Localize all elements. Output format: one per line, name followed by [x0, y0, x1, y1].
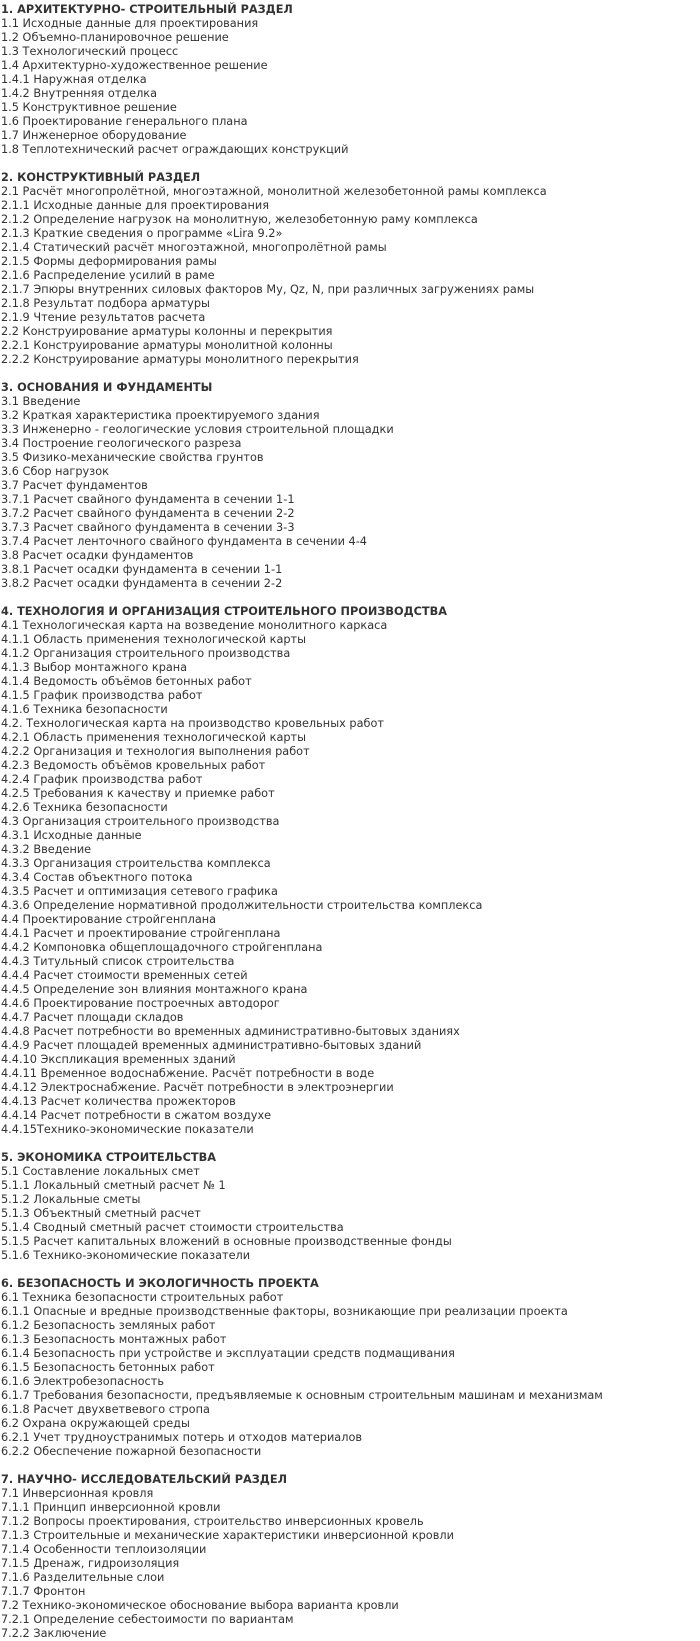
toc-section	[1, 1277, 700, 1459]
toc-entry: 5.1.3 Объектный сметный расчет	[1, 1207, 201, 1220]
toc-entry: 6.2.2 Обеспечение пожарной безопасности	[1, 1445, 262, 1458]
toc-entry: 2.1 Расчёт многопролётной, многоэтажной, монолитной железобетонной рамы комплекса	[1, 185, 547, 198]
toc-entry: 2.2.2 Конструирование арматуры монолитного перекрытия	[1, 353, 359, 366]
toc-entry: 4.1.3 Выбор монтажного крана	[1, 661, 188, 674]
toc-entry: 4.4.8 Расчет потребности во временных административно-бытовых зданиях	[1, 1025, 460, 1038]
toc-entry: 1.2 Объемно-планировочное решение	[1, 31, 229, 44]
toc-entry: 1.5 Конструктивное решение	[1, 101, 177, 114]
toc-section	[1, 1151, 700, 1263]
toc-entry: 7.2.2 Заключение	[1, 1627, 107, 1640]
toc-entry: 4.2.4 График производства работ	[1, 773, 203, 786]
toc-entry: 6.1 Техника безопасности строительных работ	[1, 1291, 284, 1304]
toc-entry: 3.8.1 Расчет осадки фундамента в сечении 1-1	[1, 563, 283, 576]
toc-entry: 4.4.13 Расчет количества прожекторов	[1, 1095, 236, 1108]
toc-entry: 4.4.4 Расчет стоимости временных сетей	[1, 969, 248, 982]
toc-entry: 6.1.8 Расчет двухветвевого стропа	[1, 1403, 210, 1416]
toc-section	[1, 381, 700, 591]
section-heading: 3. ОСНОВАНИЯ И ФУНДАМЕНТЫ	[1, 381, 213, 394]
toc-entry: 3.7.4 Расчет ленточного свайного фундамента в сечении 4-4	[1, 535, 367, 548]
toc-entry: 4.1.1 Область применения технологической карты	[1, 633, 307, 646]
toc-entry: 6.1.6 Электробезопасность	[1, 1375, 164, 1388]
toc-entry: 4.1.6 Техника безопасности	[1, 703, 168, 716]
section-heading: 5. ЭКОНОМИКА СТРОИТЕЛЬСТВА	[1, 1151, 216, 1164]
toc-entry: 2.1.2 Определение нагрузок на монолитную, железобетонную раму комплекса	[1, 213, 478, 226]
toc-entry: 7.2 Технико-экономическое обоснование выбора варианта кровли	[1, 1599, 399, 1612]
toc-entry: 4.2.6 Техника безопасности	[1, 801, 168, 814]
toc-entry: 2.1.8 Результат подбора арматуры	[1, 297, 210, 310]
toc-entry: 2.1.4 Статический расчёт многоэтажной, многопролётной рамы	[1, 241, 387, 254]
toc-entry: 3.5 Физико-механические свойства грунтов	[1, 451, 264, 464]
toc-entry: 1.3 Технологический процесс	[1, 45, 179, 58]
toc-entry: 6.1.1 Опасные и вредные производственные факторы, возникающие при реализации проекта	[1, 1305, 568, 1318]
toc-entry: 4.4.12 Электроснабжение. Расчёт потребности в электроэнергии	[1, 1081, 394, 1094]
toc-entry: 6.1.4 Безопасность при устройстве и эксплуатации средств подмащивания	[1, 1347, 455, 1360]
toc-entry: 6.2.1 Учет трудноустранимых потерь и отходов материалов	[1, 1431, 363, 1444]
toc-entry: 3.4 Построение геологического разреза	[1, 437, 242, 450]
toc-entry: 2.1.6 Распределение усилий в раме	[1, 269, 215, 282]
toc-entry: 6.2 Охрана окружающей среды	[1, 1417, 190, 1430]
toc-entry: 4.1.4 Ведомость объёмов бетонных работ	[1, 675, 252, 688]
toc-entry: 4.3.3 Организация строительства комплекса	[1, 857, 271, 870]
toc-entry: 3.8.2 Расчет осадки фундамента в сечении 2-2	[1, 577, 283, 590]
toc-entry: 4.4.9 Расчет площадей временных административно-бытовых зданий	[1, 1039, 422, 1052]
toc-entry: 4.4 Проектирование стройгенплана	[1, 913, 217, 926]
toc-entry: 7.1.5 Дренаж, гидроизоляция	[1, 1557, 180, 1570]
toc-entry: 4.4.7 Расчет площади складов	[1, 1011, 184, 1024]
section-heading: 2. КОНСТРУКТИВНЫЙ РАЗДЕЛ	[1, 171, 201, 184]
toc-entry: 4.4.6 Проектирование построечных автодорог	[1, 997, 280, 1010]
toc-entry: 2.2.1 Конструирование арматуры монолитной колонны	[1, 339, 333, 352]
toc-entry: 6.1.7 Требования безопасности, предъявляемые к основным строительным машинам и механизмам	[1, 1389, 603, 1402]
toc-entry: 1.4 Архитектурно-художественное решение	[1, 59, 268, 72]
toc-entry: 1.8 Теплотехнический расчет ограждающих конструкций	[1, 143, 349, 156]
toc-entry: 2.1.7 Эпюры внутренних силовых факторов My, Qz, N, при различных загружениях рамы	[1, 283, 535, 296]
toc-entry: 3.7.2 Расчет свайного фундамента в сечении 2-2	[1, 507, 295, 520]
toc-entry: 2.1.3 Краткие сведения о программе «Lira 9.2»	[1, 227, 283, 240]
toc-entry: 4.1.5 График производства работ	[1, 689, 203, 702]
toc-entry: 4.2.1 Область применения технологической карты	[1, 731, 307, 744]
toc-entry: 7.2.1 Определение себестоимости по вариантам	[1, 1613, 294, 1626]
toc-section	[1, 605, 700, 1137]
toc-entry: 4.2. Технологическая карта на производство кровельных работ	[1, 717, 384, 730]
toc-entry: 5.1.6 Технико-экономические показатели	[1, 1249, 251, 1262]
toc-entry: 3.7.1 Расчет свайного фундамента в сечении 1-1	[1, 493, 295, 506]
toc-entry: 1.4.1 Наружная отделка	[1, 73, 147, 86]
section-heading: 6. БЕЗОПАСНОСТЬ И ЭКОЛОГИЧНОСТЬ ПРОЕКТА	[1, 1277, 319, 1290]
toc-entry: 3.8 Расчет осадки фундаментов	[1, 549, 194, 562]
toc-entry: 4.4.15Технико-экономические показатели	[1, 1123, 254, 1136]
toc-entry: 3.6 Сбор нагрузок	[1, 465, 109, 478]
toc-entry: 4.3.1 Исходные данные	[1, 829, 142, 842]
toc-entry: 7.1.1 Принцип инверсионной кровли	[1, 1501, 221, 1514]
toc-entry: 1.7 Инженерное оборудование	[1, 129, 187, 142]
toc-entry: 7.1.6 Разделительные слои	[1, 1571, 165, 1584]
toc-entry: 4.3.4 Состав объектного потока	[1, 871, 193, 884]
toc-entry: 4.3.6 Определение нормативной продолжительности строительства комплекса	[1, 899, 483, 912]
toc-entry: 4.1.2 Организация строительного производства	[1, 647, 291, 660]
toc-entry: 6.1.2 Безопасность земляных работ	[1, 1319, 216, 1332]
toc-entry: 1.6 Проектирование генерального плана	[1, 115, 248, 128]
toc-entry: 2.1.9 Чтение результатов расчета	[1, 311, 206, 324]
toc-entry: 5.1.4 Сводный сметный расчет стоимости строительства	[1, 1221, 344, 1234]
section-heading: 1. АРХИТЕКТУРНО- СТРОИТЕЛЬНЫЙ РАЗДЕЛ	[1, 3, 293, 16]
toc-entry: 3.1 Введение	[1, 395, 81, 408]
toc-entry: 7.1.3 Строительные и механические характеристики инверсионной кровли	[1, 1529, 454, 1542]
toc-entry: 4.3.2 Введение	[1, 843, 92, 856]
toc-entry: 2.1.1 Исходные данные для проектирования	[1, 199, 269, 212]
toc-entry: 4.2.2 Организация и технология выполнения работ	[1, 745, 310, 758]
toc-entry: 7.1.7 Фронтон	[1, 1585, 86, 1598]
toc-entry: 4.2.5 Требования к качеству и приемке работ	[1, 787, 275, 800]
toc-entry: 6.1.3 Безопасность монтажных работ	[1, 1333, 227, 1346]
toc-entry: 4.3 Организация строительного производства	[1, 815, 280, 828]
toc-entry: 3.7.3 Расчет свайного фундамента в сечении 3-3	[1, 521, 295, 534]
toc-entry: 5.1.1 Локальный сметный расчет № 1	[1, 1179, 226, 1192]
toc-entry: 3.7 Расчет фундаментов	[1, 479, 148, 492]
toc-entry: 4.4.1 Расчет и проектирование стройгенплана	[1, 927, 281, 940]
toc-entry: 7.1.4 Особенности теплоизоляции	[1, 1543, 207, 1556]
toc-entry: 2.2 Конструирование арматуры колонны и перекрытия	[1, 325, 333, 338]
toc-entry: 4.4.3 Титульный список строительства	[1, 955, 235, 968]
toc-entry: 4.4.5 Определение зон влияния монтажного крана	[1, 983, 308, 996]
toc-entry: 5.1.2 Локальные сметы	[1, 1193, 141, 1206]
toc-entry: 4.4.2 Компоновка общеплощадочного стройгенплана	[1, 941, 323, 954]
toc-entry: 6.1.5 Безопасность бетонных работ	[1, 1361, 215, 1374]
toc-section	[1, 3, 700, 157]
toc-entry: 4.4.14 Расчет потребности в сжатом воздухе	[1, 1109, 272, 1122]
toc-entry: 4.1 Технологическая карта на возведение монолитного каркаса	[1, 619, 388, 632]
section-heading: 7. НАУЧНО- ИССЛЕДОВАТЕЛЬСКИЙ РАЗДЕЛ	[1, 1473, 287, 1486]
toc-entry: 5.1 Составление локальных смет	[1, 1165, 200, 1178]
toc-entry: 1.1 Исходные данные для проектирования	[1, 17, 259, 30]
toc-entry: 5.1.5 Расчет капитальных вложений в основные производственные фонды	[1, 1235, 452, 1248]
toc-entry: 7.1 Инверсионная кровля	[1, 1487, 154, 1500]
toc-entry: 2.1.5 Формы деформирования рамы	[1, 255, 217, 268]
section-heading: 4. ТЕХНОЛОГИЯ И ОРГАНИЗАЦИЯ СТРОИТЕЛЬНОГО ПРОИЗВОДСТВА	[1, 605, 447, 618]
toc-entry: 4.4.11 Временное водоснабжение. Расчёт потребности в воде	[1, 1067, 375, 1080]
toc-section	[1, 1473, 700, 1641]
toc-entry: 3.3 Инженерно - геологические условия строительной площадки	[1, 423, 394, 436]
toc-entry: 4.4.10 Экспликация временных зданий	[1, 1053, 236, 1066]
toc-section	[1, 171, 700, 367]
toc-entry: 4.2.3 Ведомость объёмов кровельных работ	[1, 759, 266, 772]
toc-entry: 4.3.5 Расчет и оптимизация сетевого графика	[1, 885, 278, 898]
toc-entry: 7.1.2 Вопросы проектирования, строительство инверсионных кровель	[1, 1515, 424, 1528]
toc-entry: 1.4.2 Внутренняя отделка	[1, 87, 158, 100]
toc-entry: 3.2 Краткая характеристика проектируемого здания	[1, 409, 320, 422]
